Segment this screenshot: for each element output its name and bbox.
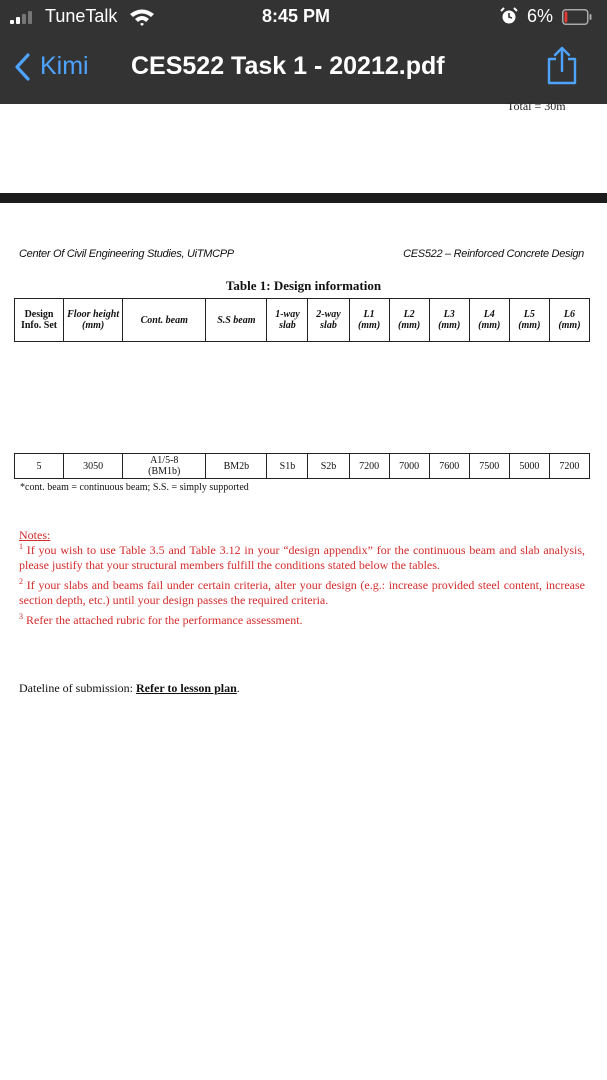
header-l4: L4 (mm): [469, 299, 509, 342]
note-number: 1: [19, 542, 23, 551]
header-l3: L3 (mm): [429, 299, 469, 342]
notes-title: Notes:: [19, 528, 51, 542]
header-one-way-slab: 1-way slab: [267, 299, 308, 342]
clock: 8:45 PM: [262, 6, 331, 26]
cell-cont-beam: [123, 454, 206, 479]
cell-one-way-slab: S1b: [267, 454, 308, 479]
header-two-way-slab: 2-way slab: [308, 299, 349, 342]
chevron-left-icon: [14, 53, 30, 81]
navigation-bar: [0, 44, 607, 96]
document-title: CES522 Task 1 - 20212.pdf: [131, 52, 445, 80]
design-info-table-header: [14, 298, 590, 342]
table-footnote: *cont. beam = continuous beam; S.S. = simply supported: [20, 482, 249, 493]
cell-l4: 7500: [469, 454, 509, 479]
note-text: If you wish to use Table 3.5 and Table 3.12 in your “design appendix” for the continuous beam and slab analysis, please justify that your structural members fulfill the conditions stated below the tables.: [19, 543, 586, 572]
header-l2: L2 (mm): [389, 299, 429, 342]
note-number: 2: [19, 577, 23, 586]
cell-cont-beam-line2: (BM1b): [148, 466, 181, 477]
header-floor-height: Floor height (mm): [64, 299, 123, 342]
table-row: [15, 454, 590, 479]
design-info-table-values: [14, 453, 590, 479]
share-icon[interactable]: [545, 45, 579, 85]
cell-floor-height: 3050: [64, 454, 123, 479]
submission-dateline: [19, 681, 240, 696]
cell-two-way-slab: S2b: [308, 454, 349, 479]
dateline-suffix: .: [236, 681, 240, 695]
cell-ss-beam: BM2b: [206, 454, 267, 479]
back-button[interactable]: [14, 52, 89, 81]
cell-cont-beam-line1: A1/5-8: [150, 455, 179, 466]
carrier-name: TuneTalk: [45, 6, 118, 26]
note-text: Refer the attached rubric for the performance assessment.: [26, 613, 303, 627]
note-number: 3: [19, 612, 23, 621]
cell-l1: 7200: [349, 454, 389, 479]
header-cont-beam: Cont. beam: [123, 299, 206, 342]
wifi-icon: [129, 8, 155, 26]
cell-set: 5: [15, 454, 64, 479]
cell-l6: 7200: [549, 454, 589, 479]
note-item: [19, 543, 585, 573]
cell-l5: 5000: [509, 454, 549, 479]
alarm-icon: [500, 7, 518, 25]
header-l1: L1 (mm): [349, 299, 389, 342]
signal-strength-icon: [10, 10, 36, 24]
dateline-value: Refer to lesson plan: [136, 681, 237, 695]
page-header-right: CES522 – Reinforced Concrete Design: [403, 248, 584, 260]
table-caption: Table 1: Design information: [225, 278, 382, 293]
battery-icon: [562, 9, 592, 25]
header-l5: L5 (mm): [509, 299, 549, 342]
note-text: If your slabs and beams fail under certain criteria, alter your design (e.g.: increase provided steel content, increase section depth, etc.) until your design passes the required criteria.: [19, 578, 586, 607]
top-bar: [0, 0, 607, 104]
header-ss-beam: S.S beam: [206, 299, 267, 342]
header-l6: L6 (mm): [549, 299, 589, 342]
dateline-label: Dateline of submission:: [19, 681, 133, 695]
page-header-left: Center Of Civil Engineering Studies, UiTMCPP: [19, 248, 234, 260]
cell-l2: 7000: [389, 454, 429, 479]
page-separator: [0, 193, 607, 203]
battery-percent: 6%: [527, 6, 554, 26]
cell-l3: 7600: [429, 454, 469, 479]
back-label: Kimi: [40, 52, 89, 80]
notes-section: [19, 528, 585, 633]
note-item: [19, 578, 585, 608]
status-bar: [0, 0, 607, 34]
previous-page-cut-text: Total = 30m: [507, 99, 566, 113]
table-header-row: [15, 299, 590, 342]
header-design-info-set: Design Info. Set: [15, 299, 64, 342]
note-item: [19, 613, 585, 628]
pdf-page[interactable]: [0, 203, 607, 1080]
